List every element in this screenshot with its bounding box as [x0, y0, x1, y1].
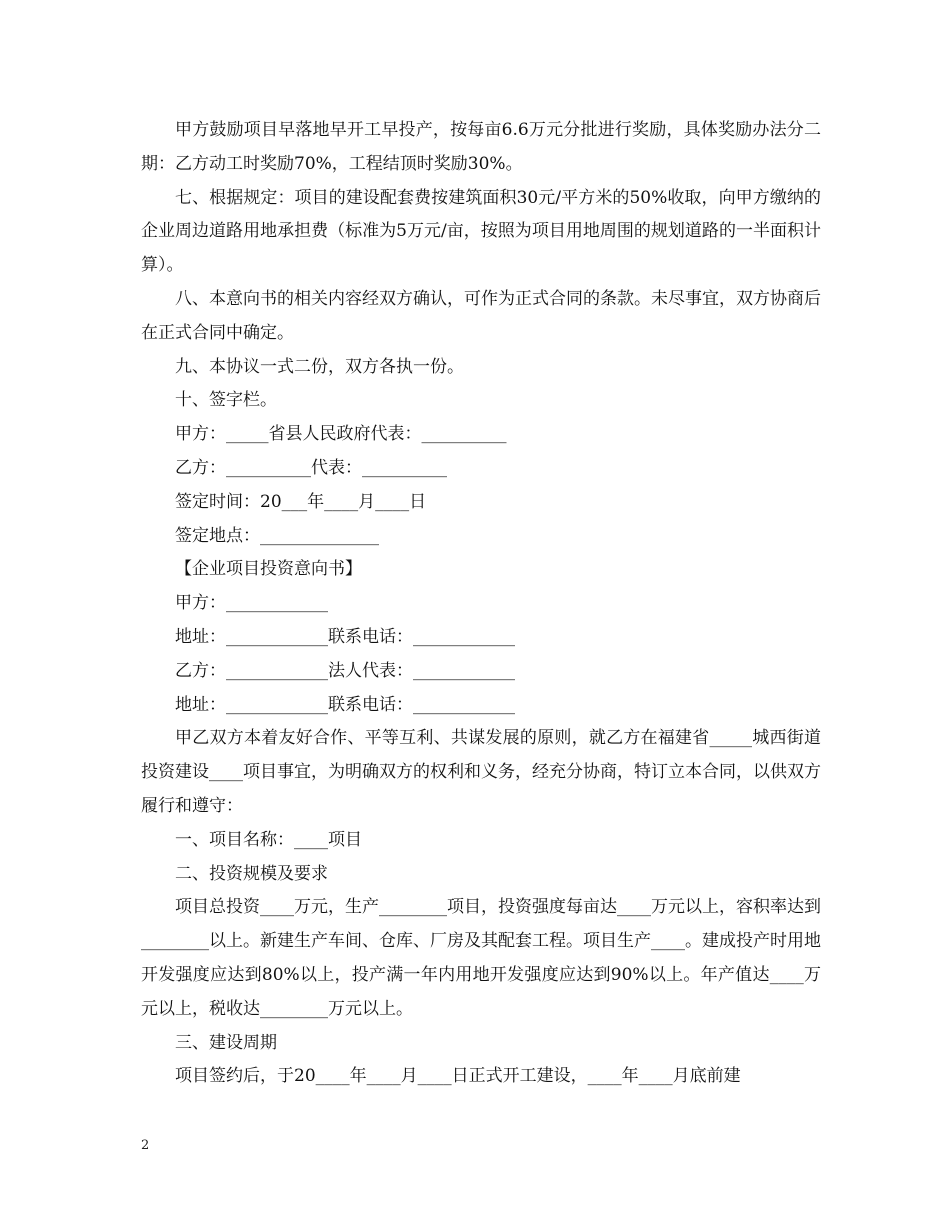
- signature-party-b: 乙方：__________代表：__________: [175, 457, 447, 478]
- signature-place: 签定地点：______________: [175, 525, 379, 546]
- section-heading: 【企业项目投资意向书】: [175, 559, 362, 580]
- paragraph-schedule-details: 项目签约后，于20____年____月____日正式开工建设，____年____月底前建: [175, 1066, 741, 1087]
- paragraph-clause-10: 十、签字栏。: [175, 390, 277, 411]
- document-body: [141, 114, 821, 1094]
- paragraph-clause-9: 九、本协议一式二份，双方各执一份。: [175, 356, 464, 377]
- paragraph-investment-details: 项目总投资____万元，生产________项目，投资强度每亩达____万元以上，容积率达到________以上。新建生产车间、仓库、厂房及其配套工程。项目生产____。建成投产时用地开发强度应达到80%以上，投产满一年内用地开发强度应达到90%以上。年产值达____万元以上，税收达________万元以上。: [141, 897, 821, 1019]
- party-b-field: 乙方：____________法人代表：____________: [175, 660, 515, 681]
- paragraph-project-name: 一、项目名称：____项目: [175, 829, 362, 850]
- party-b-address-field: 地址：____________联系电话：____________: [175, 694, 515, 715]
- paragraph-reward-phases: 甲方鼓励项目早落地早开工早投产，按每亩6.6万元分批进行奖励，具体奖励办法分二期：乙方动工时奖励70%，工程结顶时奖励30%。: [141, 120, 821, 174]
- party-a-field: 甲方：____________: [175, 593, 328, 614]
- paragraph-clause-8: 八、本意向书的相关内容经双方确认，可作为正式合同的条款。未尽事宜，双方协商后在正式合同中确定。: [141, 288, 821, 343]
- signature-party-a: 甲方：_____省县人民政府代表：__________: [175, 424, 507, 445]
- party-a-address-field: 地址：____________联系电话：____________: [175, 626, 515, 647]
- paragraph-investment-heading: 二、投资规模及要求: [175, 863, 328, 884]
- signature-date: 签定时间：20___年____月____日: [175, 491, 427, 512]
- paragraph-schedule-heading: 三、建设周期: [175, 1032, 277, 1053]
- page-number: 2: [141, 1138, 150, 1153]
- paragraph-clause-7: 七、根据规定：项目的建设配套费按建筑面积30元/平方米的50%收取，向甲方缴纳的企业周边道路用地承担费（标准为5万元/亩，按照为项目用地周围的规划道路的一半面积计算）。: [141, 187, 821, 276]
- paragraph-preamble: 甲乙双方本着友好合作、平等互利、共谋发展的原则，就乙方在福建省_____城西街道投资建设____项目事宜，为明确双方的权利和义务，经充分协商，特订立本合同，以供双方履行和遵守：: [141, 728, 821, 816]
